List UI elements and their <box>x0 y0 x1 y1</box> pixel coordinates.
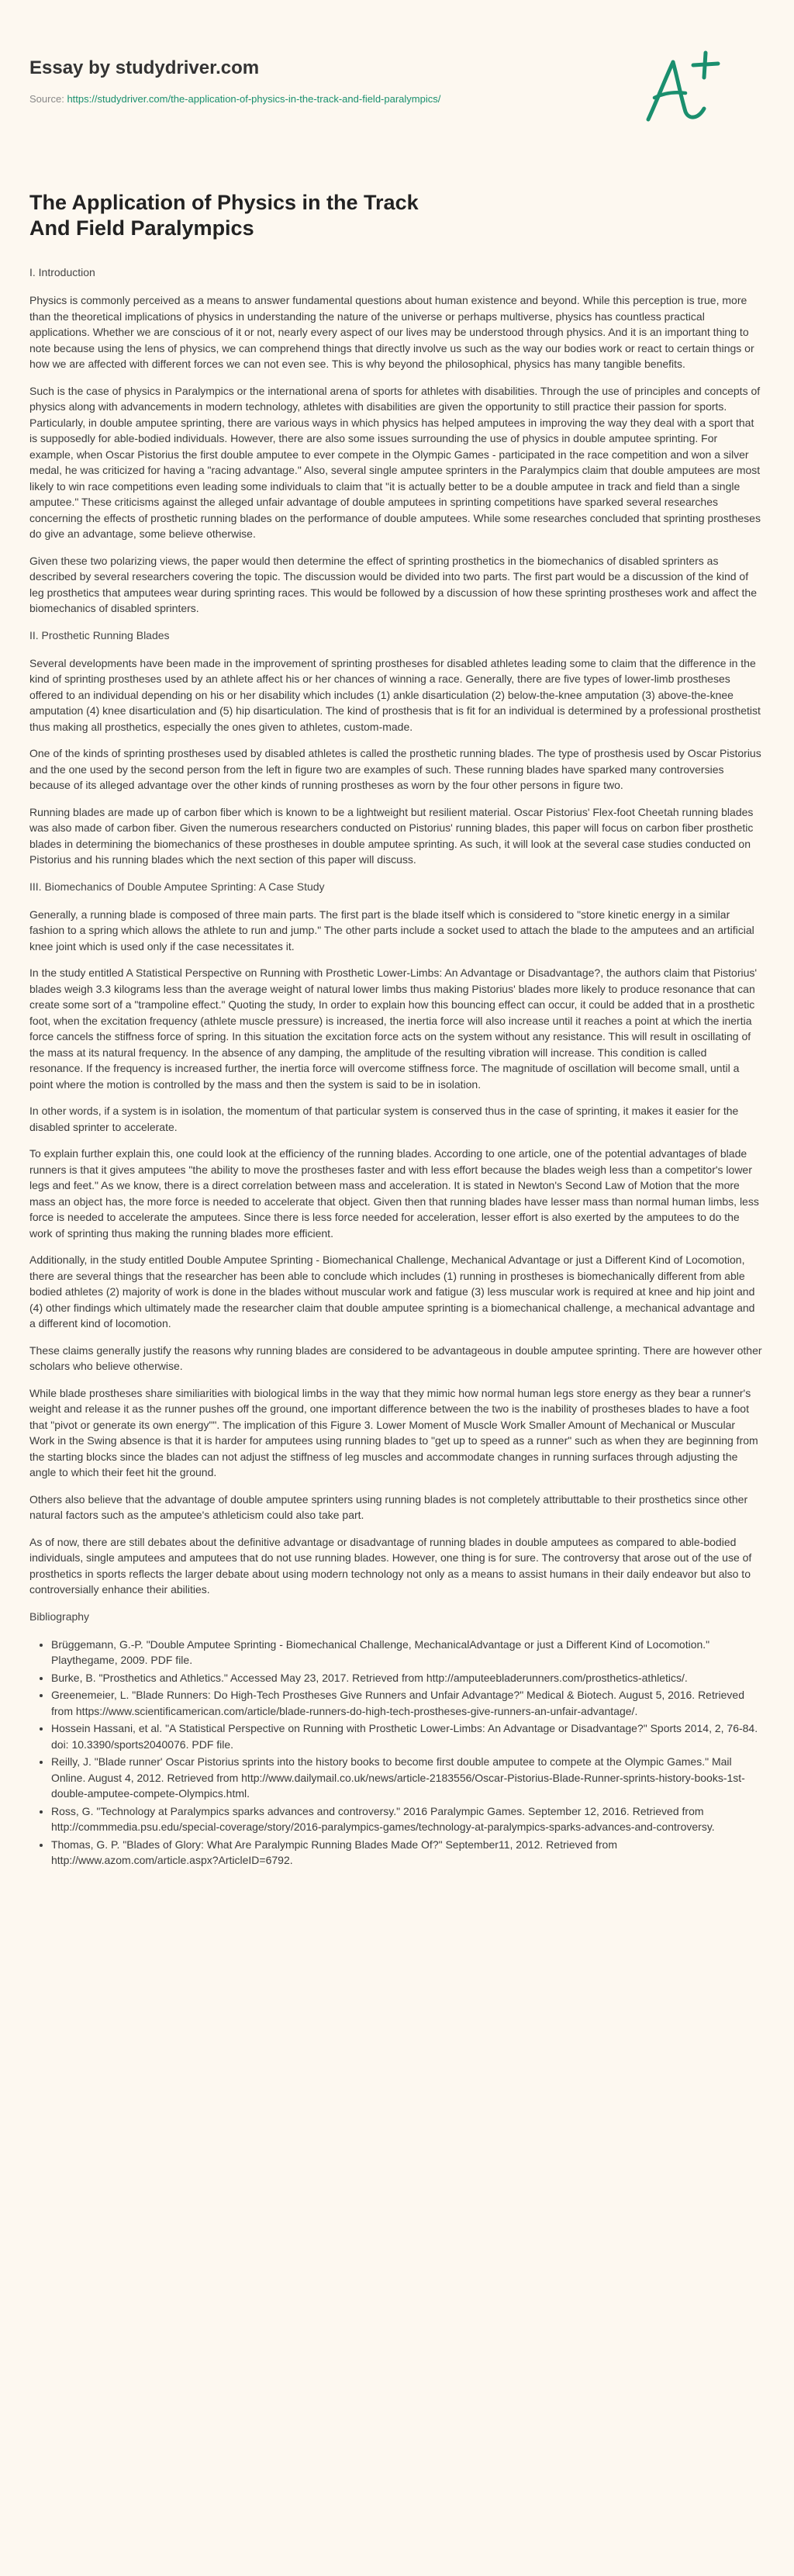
source-link[interactable]: https://studydriver.com/the-application-of-physics-in-the-track-and-field-paralympics/ <box>67 93 441 105</box>
bibliography-item: • Brüggemann, G.-P. "Double Amputee Sprinting - Biomechanical Challenge, MechanicalAdvantage or just a Different Kind of Locomotion." Playthegame, 2009. PDF file. <box>51 1637 763 1668</box>
bibliography-item: • Ross, G. "Technology at Paralympics sparks advances and controversy." 2016 Paralympic Games. September 12, 2016. Retrieved from http://commmedia.psu.edu/special-coverage/story/2016-paralympics-games/technology-at-paralympics-sparks-advances-and-controversy. <box>51 1803 763 1835</box>
bibliography-item: • Burke, B. "Prosthetics and Athletics." Accessed May 23, 2017. Retrieved from http://amputeebladerunners.com/prosthetics-athletics/. <box>51 1670 763 1686</box>
section-prosthetic-running-blades <box>29 628 763 868</box>
paragraph: While blade prostheses share similiarities with biological limbs in the way that they mimic how normal human legs store energy as they bear a runner's weight and release it as the runner pushes off the ground, one important difference between the two is the inability of prostheses blades to have a foot that "pivot or generate its own energy"". The implication of this Figure 3. Lower Moment of Muscle Work Smaller Amount of Mechanical or Muscular Work in the Swing absence is that it is harder for amputees using running blades to "get up to speed as a runner" such as when they are beginning from the starting blocks since the blades can not adjust the stiffness of leg muscles and accommodate changes in running surfaces through adjusting the angle to which their feet hit the ground. <box>29 1386 758 1478</box>
logo-a-stroke-left <box>648 62 673 119</box>
studydriver-logo-icon[interactable] <box>637 48 724 126</box>
paragraph: In other words, if a system is in isolation, the momentum of that particular system is conserved thus in the case of sprinting, it makes it easier for the disabled sprinter to accelerate. <box>29 1105 739 1133</box>
bibliography-heading: Bibliography <box>29 1610 90 1623</box>
section-heading: III. Biomechanics of Double Amputee Sprinting: A Case Study <box>29 880 325 893</box>
bibliography-item: • Hossein Hassani, et al. "A Statistical Perspective on Running with Prosthetic Lower-Limbs: An Advantage or Disadvantage?" Sports 2014, 2, 76-84. doi: 10.3390/sports2040076. PDF file. <box>51 1720 763 1752</box>
paragraph: Generally, a running blade is composed of three main parts. The first part is the blade itself which is considered to "store kinetic energy in a similar fashion to a spring which allows the athlete to run and jump." The other parts include a socket used to attach the blade to the amputees and an artificial knee joint which is used only if the case necessitates it. <box>29 908 754 953</box>
paragraph: Several developments have been made in the improvement of sprinting prostheses for disabled athletes leading some to claim that the difference in the kind of sprinting prostheses used by an athlete affect his or her chances of winning a race. Generally, there are five types of lower-limb prostheses offered to an individual depending on his or her disability which includes (1) ankle disarticulation (2) below-the-knee amputation (3) above-the-knee amputation (4) knee disarticulation and (5) hip disarticulation. The kind of prosthesis that is fit for an individual is determined by a professional prosthetist thus making all prosthetics, especially the ones given to athletes, custom-made. <box>29 656 761 733</box>
paragraph: Given these two polarizing views, the paper would then determine the effect of sprinting prosthetics in the biomechanics of disabled sprinters as described by several researchers covering the topic. The discussion would be divided into two parts. The first part would be a discussion of the kind of leg prosthetics that amputees wear during sprinting races. This would be followed by a discussion of how these sprinting prostheses work and affect the biomechanics of disabled sprinters. <box>29 554 757 614</box>
brand-title: Essay by studydriver.com <box>29 57 260 78</box>
bibliography-item: • Greenemeier, L. "Blade Runners: Do High-Tech Prostheses Give Runners and Unfair Advantage?" Medical & Biotech. August 5, 2016. Retrieved from https://www.scientificamerican.com/article/blade-runners-do-high-tech-prostheses-give-runners-an-unfair-advantage/. <box>51 1687 763 1719</box>
paragraph: One of the kinds of sprinting prostheses used by disabled athletes is called the prosthetic running blades. The type of prosthesis used by Oscar Pistorius and the one used by the second person from the left in figure two are examples of such. These running blades have sparked many controversies because of its alleged advantage over the other kinds of running prostheses as worn by the four other persons in figure two. <box>29 747 761 791</box>
bibliography-item: • Thomas, G. P. "Blades of Glory: What Are Paralympic Running Blades Made Of?" September11, 2012. Retrieved from http://www.azom.com/article.aspx?ArticleID=6792. <box>51 1837 763 1869</box>
paragraph: Physics is commonly perceived as a means to answer fundamental questions about human existence and beyond. While this perception is true, more than the theoretical implications of physics in understanding the nature of the universe or perhaps multiverse, physics has countless practical applications. Whether we are conscious of it or not, nearly every aspect of our lives may be understood through physics. And it is an important thing to note because using the lens of physics, we can comprehend things that directly involve us such as the way our bodies work or react to certain things or how we are affected with different forces we can not even see. This is why beyond the philosophical, physics has many tangible benefits. <box>29 294 754 370</box>
article <box>29 190 763 1870</box>
paragraph: To explain further explain this, one could look at the efficiency of the running blades. According to one article, one of the potential advantages of blade runners is that it gives amputees "the ability to move the prostheses faster and with less effort because the blades weigh less than a competitor's lower legs and feet." As we know, there is a direct correlation between mass and acceleration. It is stated in Newton's Second Law of Motion that the more mass an object has, the more force is needed to accelerate that object. Given then that running blades have lesser mass than normal human limbs, less force is needed to accelerate the amputees. Since there is less force needed for acceleration, lesser effort is also exerted by the amputees to do the work of sprinting thus making the running blades more efficient. <box>29 1147 759 1240</box>
logo-a-stroke-right <box>673 62 704 117</box>
paragraph: Such is the case of physics in Paralympics or the international arena of sports for athletes with disabilities. Through the use of principles and concepts of physics along with advancements in modern technology, athletes with disabilities are given the opportunity to still practice their passion for sports. Particularly, in double amputee sprinting, there are various ways in which physics has helped amputees in improving the way they deal with a sport that is supposedly for able-bodied individuals. However, there are also some issues surrounding the use of physics in double amputee sprinting. For example, when Oscar Pistorius the first double amputee to ever compete in the Olympic Games - participated in the race competition and won a silver medal, he was criticized for having a "racing advantage." Also, several single amputee sprinters in the Paralympics claim that double amputees are most likely to win race competitions even leading some individuals to claim that "it is actually better to be a double amputee in track and field than a single amputee." These criticisms against the alleged unfair advantage of double amputees in sprinting competitions have sparked several researches concerning the effects of prosthetic running blades on the performance of double amputees. While some researches concluded that sprinting prostheses do give an advantage, some believe otherwise. <box>29 384 761 540</box>
bibliography <box>29 1609 763 1869</box>
header <box>0 0 794 116</box>
bibliography-item: • Reilly, J. "Blade runner' Oscar Pistorius sprints into the history books to become first double amputee to compete at the Olympic Games." Mail Online. August 4, 2012. Retrieved from http://www.dailymail.co.uk/news/article-2183556/Oscar-Pistorius-Blade-Runner-sprints-history-books-1st-double-amputee-compete-Olympics.html. <box>51 1754 763 1802</box>
bibliography-list <box>29 1637 763 1869</box>
paragraph: Additionally, in the study entitled Double Amputee Sprinting - Biomechanical Challenge, Mechanical Advantage or just a Different Kind of Locomotion, there are several things that the researcher has been able to conclude which includes (1) running in prostheses is biomechanically different from able bodied athletes (2) majority of work is done in the blades without muscular work and fatigue (3) less muscular work is required at knee and hip joint and (4) other findings which ultimately made the researcher claim that double amputee sprinting is a biomechanical challenge, a mechanical advantage and a different kind of locomotion. <box>29 1253 755 1329</box>
section-heading: I. Introduction <box>29 266 95 278</box>
section-heading: II. Prosthetic Running Blades <box>29 628 170 641</box>
article-title: The Application of Physics in the Track And Field Paralympics <box>29 191 419 240</box>
paragraph: Others also believe that the advantage of double amputee sprinters using running blades is not completely attributtable to their prosthetics since other natural factors such as the amputee's athleticism could also take part. <box>29 1492 748 1521</box>
paragraph: In the study entitled A Statistical Perspective on Running with Prosthetic Lower-Limbs: An Advantage or Disadvantage?, the authors claim that Pistorius' blades weigh 3.3 kilograms less than the average weight of natural lower limbs thus making Pistorius' blades more likely to produce resonance that can create some sort of a "trampoline effect." Quoting the study, In order to explain how this bouncing effect can occur, it could be added that in a prosthetic foot, when the excitation frequency (athlete muscle pressure) is increased, the inertia force will also increase until it reaches a point at which the inertia force cancels the stiffness force of spring. In this situation the excitation force acts on the system without any resistance. This will result in oscillating of the mass at its natural frequency. In the absence of any damping, the amplitude of the resulting vibration will increase. This condition is called resonance. If the frequency is increased further, the inertia force will overcome stiffness force. The magnitude of oscillation will become small, until a point where the motion is controlled by the mass and then the system is said to be in isolation. <box>29 966 758 1091</box>
paragraph: As of now, there are still debates about the definitive advantage or disadvantage of running blades in double amputees as compared to able-bodied individuals, single amputees and amputees that do not use running blades. However, one thing is for sure. The controversy that arose out of the use of prosthetics in sports reflects the larger debate about using modern technology not only as a means to assist humans in their daily endeavor but also to controversially enhance their abilities. <box>29 1535 752 1596</box>
logo-plus-horizontal <box>693 64 718 65</box>
section-introduction <box>29 265 763 617</box>
paragraph: These claims generally justify the reasons why running blades are considered to be advantageous in double amputee sprinting. There are however other scholars who believe otherwise. <box>29 1343 762 1372</box>
source-line <box>29 93 440 105</box>
paragraph: Running blades are made up of carbon fiber which is known to be a lightweight but resilient material. Oscar Pistorius' Flex-foot Cheetah running blades was also made of carbon fiber. Given the numerous researchers conducted on Pistorius' running blades, this paper will focus on carbon fiber prosthetic blades in determining the biomechanics of these prostheses in double amputee sprinting. As such, it will look at the several case studies conducted on Pistorius and his running blades which the next section of this paper will discuss. <box>29 805 754 866</box>
section-biomechanics <box>29 879 763 1598</box>
source-label: Source: <box>29 93 64 105</box>
